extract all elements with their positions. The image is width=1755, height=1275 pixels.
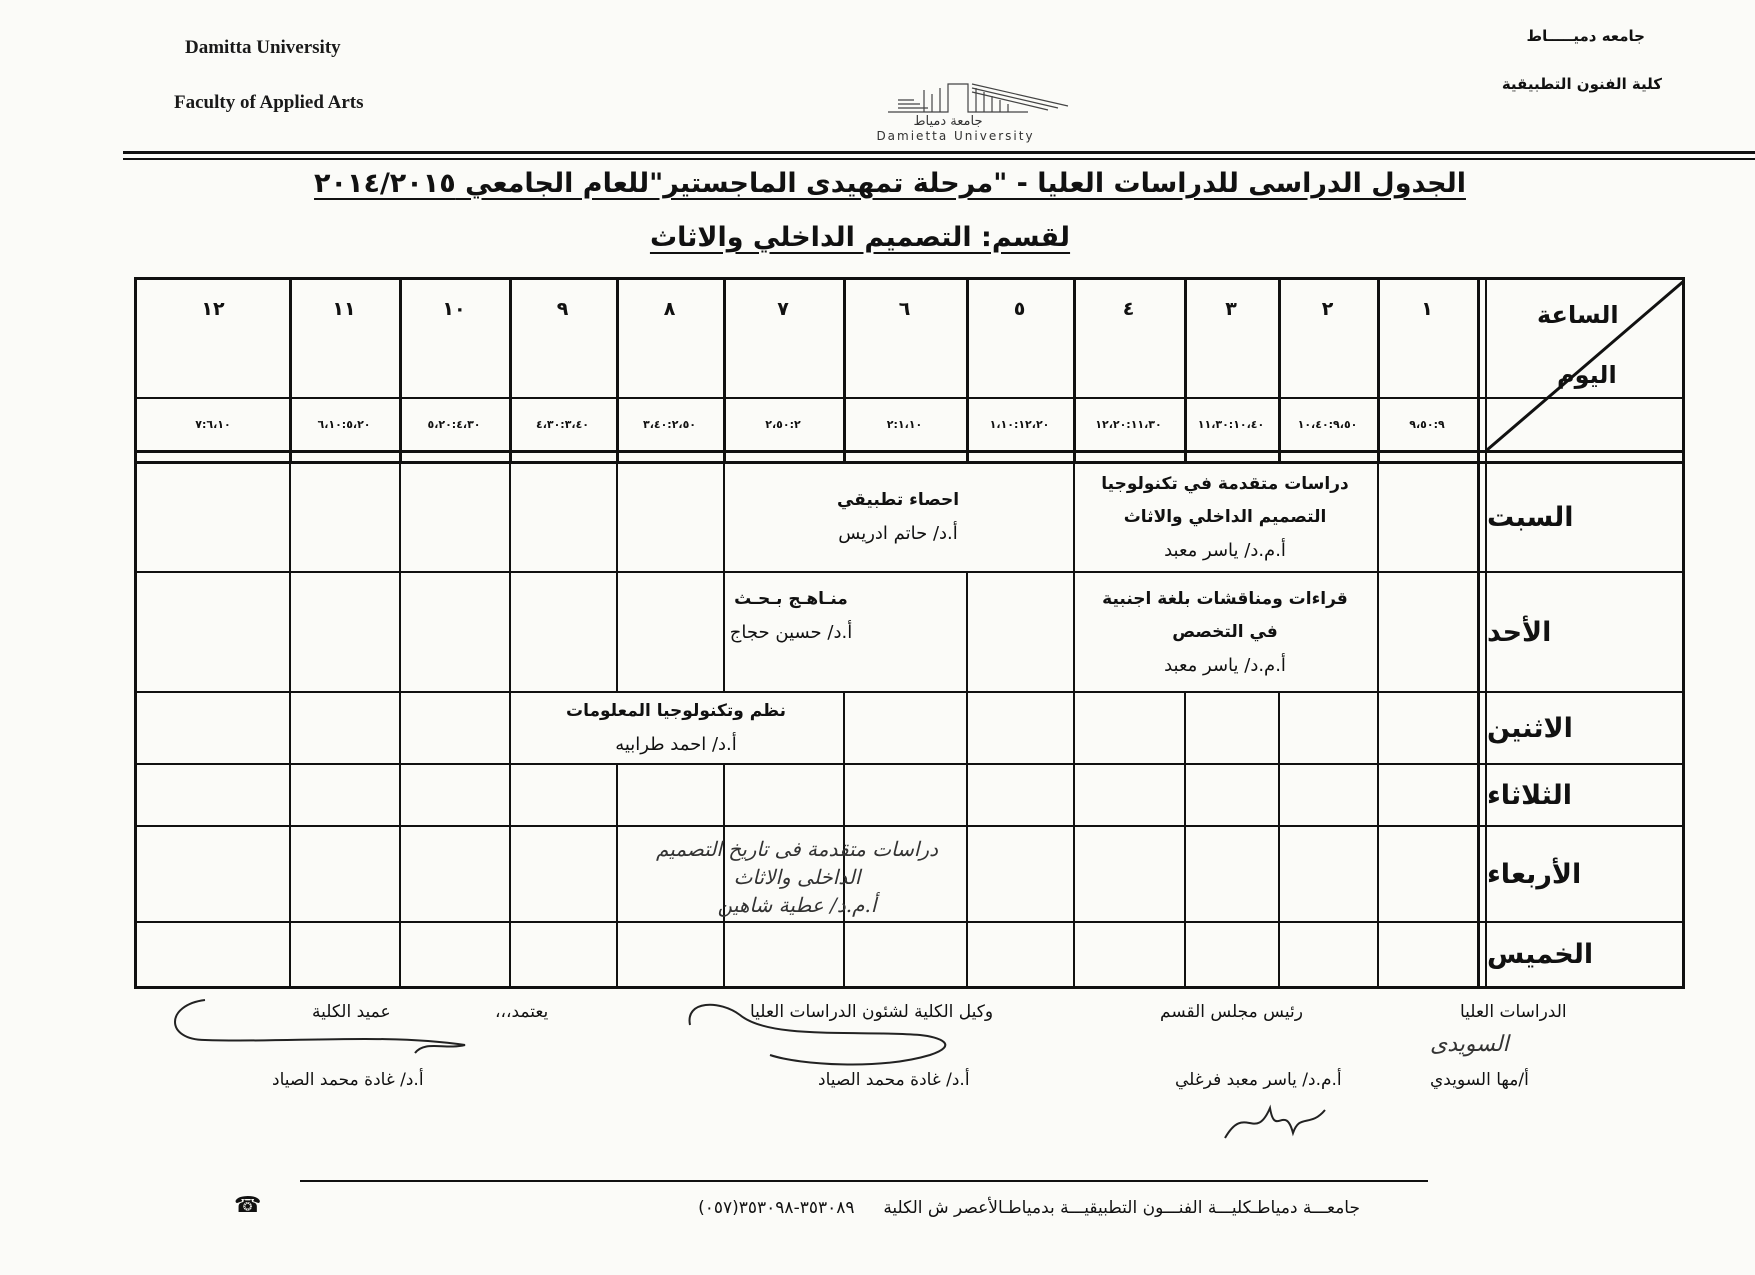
footer-phones: (٠٥٧)٣٥٣٠٨٩-٣٥٣٠٩٨ <box>698 1198 855 1218</box>
period-time: ٩،٥٠:٩ <box>1409 418 1445 431</box>
day-tuesday: الثلاثاء <box>1487 779 1572 811</box>
period-number: ١٠ <box>442 298 466 320</box>
course-professor: أ.م.د/ ياسر معبد <box>1164 540 1286 561</box>
grid-line <box>843 765 845 825</box>
day-saturday: السبت <box>1487 502 1574 533</box>
grid-line <box>289 693 291 763</box>
period-time: ٥،٢٠:٤،٣٠ <box>427 418 481 431</box>
grid-line <box>1377 827 1379 921</box>
course-title: دراسات متقدمة فى تاريخ التصميم الداخلى والاثاث <box>656 837 938 889</box>
page-title: الجدول الدراسى للدراسات العليا - "مرحلة تمهيدى الماجستير"للعام الجامعي ٢٠١٤/٢٠١٥ <box>314 168 1466 199</box>
grid-line <box>289 464 291 571</box>
course-professor: أ.د/ حسين حجاج <box>729 622 853 643</box>
grid-line <box>1377 573 1379 691</box>
course-title: قراءات ومناقشات بلغة اجنبية في التخصص <box>1102 588 1348 642</box>
day-monday: الاثنين <box>1487 712 1573 744</box>
grid-line <box>1278 827 1280 921</box>
university-name-ar: جامعه دميـــــاط <box>1526 27 1645 45</box>
day-wednesday: الأربعاء <box>1487 858 1582 890</box>
faculty-name-ar: كلية الفنون التطبيقية <box>1501 75 1662 93</box>
header-rule <box>123 151 1755 154</box>
grid-line <box>1073 827 1075 921</box>
period-number: ٧ <box>777 298 789 320</box>
grid-line <box>137 825 1682 827</box>
dean-title: عميد الكلية <box>312 1002 391 1022</box>
grid-line <box>137 691 1682 693</box>
period-time: ٣،٤٠:٢،٥٠ <box>642 418 697 431</box>
grid-line <box>1278 923 1280 986</box>
course-professor: أ.م.د/ ياسر معبد <box>1164 654 1286 676</box>
schedule-table <box>134 277 1685 989</box>
studies-name: أ/مها السويدي <box>1430 1070 1529 1090</box>
period-time: ٢،٥٠:٢ <box>765 418 801 431</box>
period-number: ٤ <box>1122 298 1135 320</box>
grid-line <box>137 763 1682 765</box>
course-title: منـاهـج بـحـث <box>734 589 848 609</box>
period-time: ٧:٦،١٠ <box>195 418 231 431</box>
dean-signature <box>165 995 475 1065</box>
dean-name: أ.د/ غادة محمد الصياد <box>272 1070 424 1090</box>
grid-line <box>723 923 725 986</box>
course-title: نظم وتكنولوجيا المعلومات <box>566 701 786 721</box>
grid-line <box>1477 280 1480 986</box>
grid-line <box>1073 923 1075 986</box>
grid-line <box>289 923 291 986</box>
dept-head-name: أ.م.د/ ياسر معبد فرغلي <box>1175 1070 1342 1090</box>
faculty-name-en: Faculty of Applied Arts <box>174 92 364 113</box>
department-title: لقسم: التصميم الداخلي والاثاث <box>649 222 1071 253</box>
grid-line <box>399 464 401 571</box>
grid-line <box>289 827 291 921</box>
grid-line <box>1184 693 1186 763</box>
course-foreign-readings <box>1073 573 1377 691</box>
footer-address-text: جامعـــة دمياطـكليـــة الفنـــون التطبيقيـــة بدمياطـالأعصر ش الكلية <box>883 1198 1360 1218</box>
grid-line <box>1377 693 1379 763</box>
grid-line <box>399 827 401 921</box>
grid-line <box>843 693 845 763</box>
grid-line <box>616 923 618 986</box>
phone-icon: ☎ <box>234 1193 262 1218</box>
grid-line <box>1073 693 1075 763</box>
grid-line <box>1377 765 1379 825</box>
vice-dean-signature <box>680 995 980 1075</box>
grid-line <box>966 765 968 825</box>
grid-line <box>723 765 725 825</box>
dept-head-signature <box>1215 1098 1335 1148</box>
course-professor: أ.د/ حاتم ادريس <box>838 523 958 544</box>
grid-line <box>289 765 291 825</box>
studies-title: الدراسات العليا <box>1460 1002 1567 1022</box>
grid-line <box>137 450 1682 453</box>
corner-hour-label: الساعة <box>1537 301 1619 329</box>
period-time: ١،١٠:١٢،٢٠ <box>989 418 1050 431</box>
university-name-en: Damitta University <box>185 37 341 58</box>
period-time: ١٠،٤٠:٩،٥٠ <box>1297 418 1358 431</box>
course-professor: أ.د/ احمد طرابيه <box>615 734 737 755</box>
grid-line <box>1184 765 1186 825</box>
period-time: ٢:١،١٠ <box>886 418 923 431</box>
corner-day-label: اليوم <box>1557 361 1617 389</box>
grid-line <box>843 923 845 986</box>
period-number: ٥ <box>1013 298 1026 320</box>
logo-text-en: Damietta University <box>876 129 1035 143</box>
grid-line <box>1073 765 1075 825</box>
header-rule-thin <box>123 158 1755 160</box>
grid-line <box>1184 827 1186 921</box>
grid-line <box>399 693 401 763</box>
grid-line <box>966 573 968 691</box>
grid-line <box>509 827 511 921</box>
vice-dean-title: وكيل الكلية لشئون الدراسات العليا <box>750 1002 994 1022</box>
grid-line <box>1377 464 1379 571</box>
period-number: ١١ <box>332 298 356 320</box>
grid-line <box>399 923 401 986</box>
period-number: ٣ <box>1225 298 1237 320</box>
period-time: ٤،٣٠:٣،٤٠ <box>535 418 590 431</box>
grid-line <box>616 464 618 571</box>
day-thursday: الخميس <box>1487 939 1594 970</box>
period-number: ٦ <box>898 298 911 320</box>
studies-signature: السويدى <box>1430 1032 1509 1057</box>
grid-line <box>509 923 511 986</box>
grid-line <box>509 573 511 691</box>
grid-line <box>399 573 401 691</box>
period-number: ٢ <box>1321 298 1334 320</box>
vice-dean-name: أ.د/ غادة محمد الصياد <box>818 1070 970 1090</box>
period-time: ٦،١٠:٥،٢٠ <box>317 418 371 431</box>
period-number: ١ <box>1421 298 1433 320</box>
course-history-handwritten <box>607 832 987 922</box>
course-research-methods <box>616 573 966 691</box>
day-sunday: الأحد <box>1487 616 1552 648</box>
grid-line <box>399 765 401 825</box>
university-logo <box>828 78 1093 146</box>
period-number: ١٢ <box>201 298 225 320</box>
grid-line <box>509 765 511 825</box>
course-applied-statistics <box>723 464 1073 571</box>
course-title: دراسات متقدمة في تكنولوجيا التصميم الداخلي والاثاث <box>1101 474 1349 527</box>
grid-line <box>966 923 968 986</box>
course-advanced-tech <box>1073 464 1377 571</box>
logo-text-ar: جامعة دمياط <box>913 114 983 129</box>
course-professor: أ.م.د/ عطية شاهين <box>717 893 877 917</box>
grid-line <box>616 765 618 825</box>
grid-line <box>1377 923 1379 986</box>
grid-line <box>1278 765 1280 825</box>
period-number: ٨ <box>663 298 676 320</box>
course-title: احصاء تطبيقي <box>836 490 960 510</box>
period-time: ١٢،٢٠:١١،٣٠ <box>1095 418 1162 431</box>
grid-line <box>1278 693 1280 763</box>
course-information-systems <box>509 693 843 763</box>
period-number: ٩ <box>556 298 569 320</box>
footer-rule <box>300 1180 1428 1182</box>
footer-address <box>440 1198 1360 1218</box>
grid-line <box>966 693 968 763</box>
grid-line <box>509 464 511 571</box>
period-time: ١١،٣٠:١٠،٤٠ <box>1197 418 1265 431</box>
grid-line <box>289 573 291 691</box>
dept-head-title: رئيس مجلس القسم <box>1160 1002 1303 1022</box>
approve-label: يعتمد،،، <box>495 1002 549 1022</box>
grid-line <box>1184 923 1186 986</box>
